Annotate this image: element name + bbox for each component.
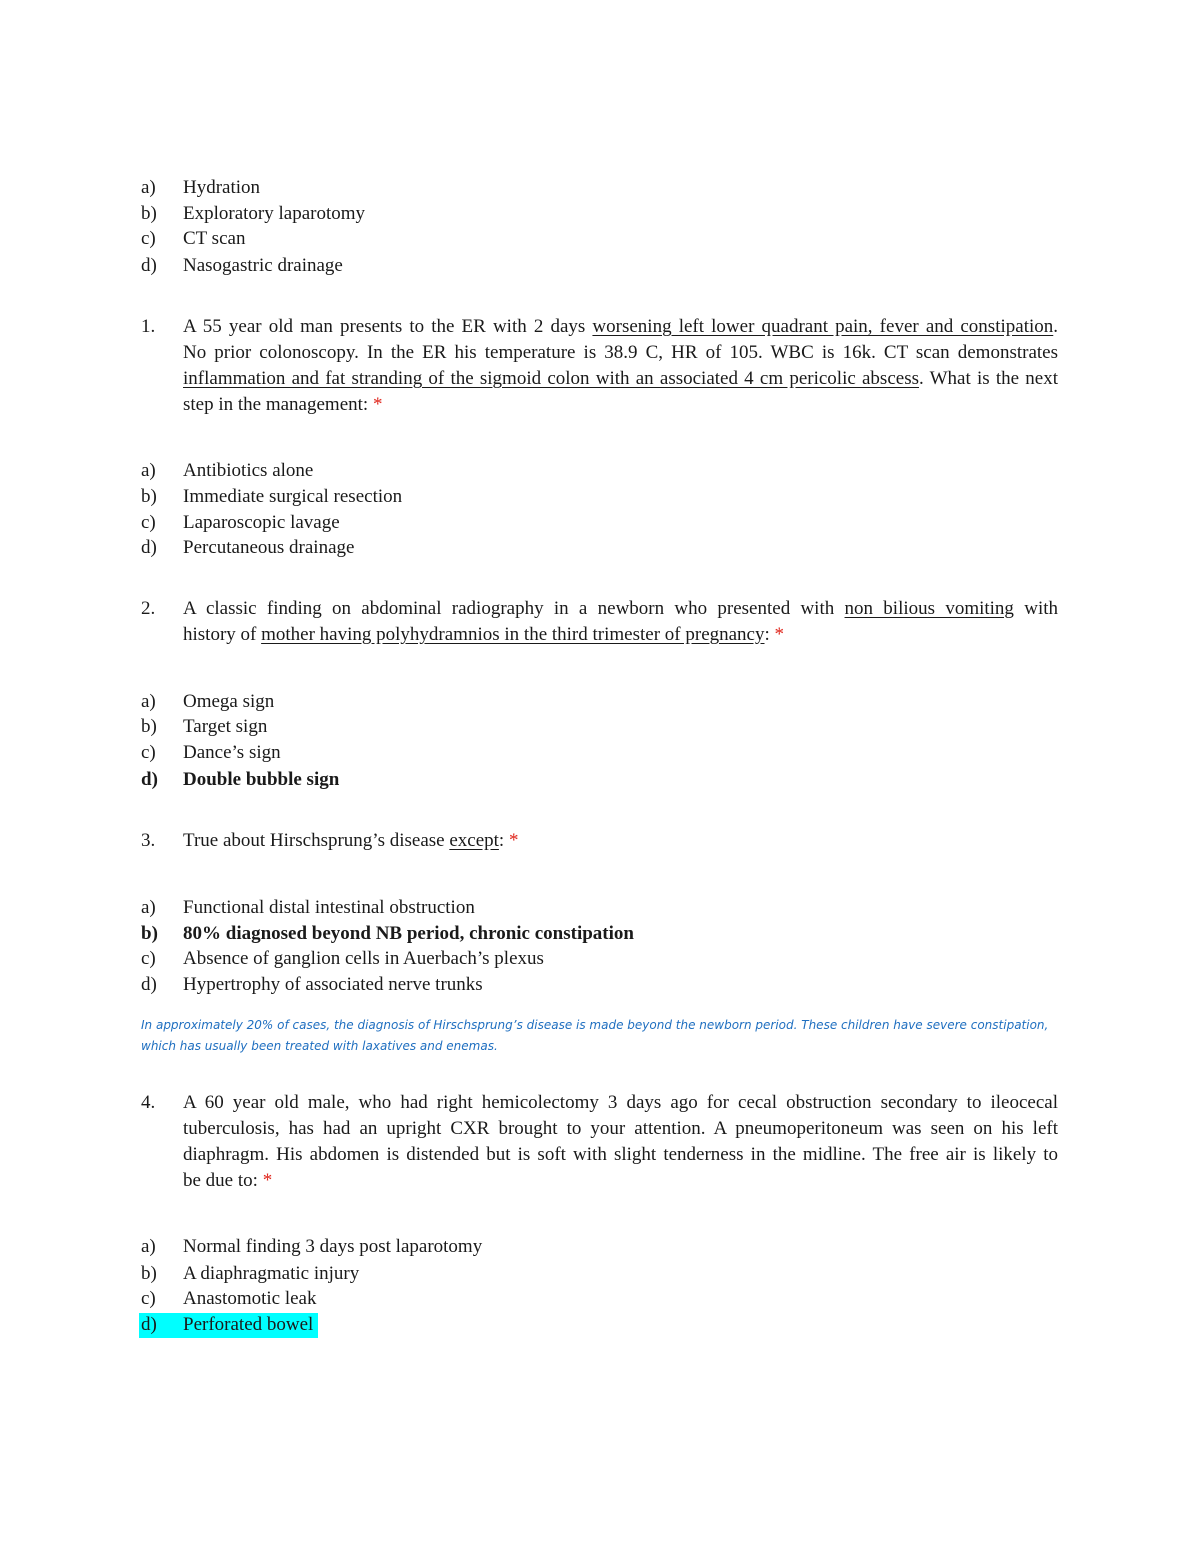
- q0-option-b-text: Exploratory laparotomy: [183, 203, 366, 224]
- q2-option-a-text: Omega sign: [183, 691, 275, 712]
- q4-option-c-label: c): [141, 1288, 156, 1309]
- q1-stem-line-3: inflammation and fat stranding of the sigmoid colon with an associated 4 cm pericolic abscess. What is the next: [183, 368, 1058, 389]
- q1-stem-line-2: No prior colonoscopy. In the ER his temperature is 38.9 C, HR of 105. WBC is 16k. CT scan demonstrates: [183, 342, 1058, 363]
- required-star: *: [262, 1170, 273, 1191]
- q3-stem: True about Hirschsprung’s disease except: *: [183, 830, 519, 851]
- q3-option-b-label: b): [141, 923, 158, 944]
- q2-number: 2.: [141, 598, 156, 619]
- required-star: *: [774, 624, 785, 645]
- q0-option-b-label: b): [141, 203, 157, 224]
- q4-stem-line-4: be due to: *: [183, 1170, 273, 1191]
- q1-option-c-text: Laparoscopic lavage: [183, 512, 340, 533]
- q0-option-a-text: Hydration: [183, 177, 261, 198]
- q4-stem-line-3: diaphragm. His abdomen is distended but is soft with slight tenderness in the midline. The free air is likely to: [183, 1144, 1058, 1165]
- q2-option-b-text: Target sign: [183, 716, 268, 737]
- q4-option-a-text: Normal finding 3 days post laparotomy: [183, 1236, 483, 1257]
- q3-explanation-line-2: which has usually been treated with laxatives and enemas.: [141, 1039, 498, 1053]
- q3-option-a-label: a): [141, 897, 156, 918]
- q2-option-d-text: Double bubble sign: [183, 769, 340, 790]
- q2-option-d-label: d): [141, 769, 158, 790]
- q2-option-b-label: b): [141, 716, 157, 737]
- q0-option-c-label: c): [141, 228, 156, 249]
- q3-option-c-text: Absence of ganglion cells in Auerbach’s plexus: [183, 948, 544, 969]
- q1-option-b-text: Immediate surgical resection: [183, 486, 403, 507]
- q4-option-b-text: A diaphragmatic injury: [183, 1263, 360, 1284]
- q3-option-d-label: d): [141, 974, 157, 995]
- q1-option-d-text: Percutaneous drainage: [183, 537, 355, 558]
- q3-option-c-label: c): [141, 948, 156, 969]
- q0-option-c-text: CT scan: [183, 228, 246, 249]
- q4-option-d-label: d): [141, 1314, 157, 1335]
- q2-stem-line-2: history of mother having polyhydramnios in the third trimester of pregnancy: *: [183, 624, 785, 645]
- q4-option-c-text: Anastomotic leak: [183, 1288, 317, 1309]
- q2-option-a-label: a): [141, 691, 156, 712]
- q1-stem-line-1: A 55 year old man presents to the ER with 2 days worsening left lower quadrant pain, fever and constipation.: [183, 316, 1058, 337]
- q4-option-d-text: Perforated bowel: [183, 1314, 314, 1335]
- q2-option-c-text: Dance’s sign: [183, 742, 281, 763]
- q1-number: 1.: [141, 316, 156, 337]
- q4-number: 4.: [141, 1092, 156, 1113]
- q3-option-b-text: 80% diagnosed beyond NB period, chronic constipation: [183, 923, 634, 944]
- q3-option-a-text: Functional distal intestinal obstruction: [183, 897, 475, 918]
- q0-option-a-label: a): [141, 177, 156, 198]
- q1-option-a-label: a): [141, 460, 156, 481]
- q4-stem-line-2: tuberculosis, has had an upright CXR brought to your attention. A pneumoperitoneum was seen on his left: [183, 1118, 1058, 1139]
- q4-option-a-label: a): [141, 1236, 156, 1257]
- q2-stem-line-1: A classic finding on abdominal radiography in a newborn who presented with non bilious vomiting with: [183, 598, 1058, 619]
- q1-option-a-text: Antibiotics alone: [183, 460, 314, 481]
- q3-number: 3.: [141, 830, 156, 851]
- required-star: *: [372, 394, 383, 415]
- q3-explanation-line-1: In approximately 20% of cases, the diagnosis of Hirschsprung’s disease is made beyond the newborn period. These children have severe constipation,: [141, 1018, 1049, 1032]
- q0-option-d-text: Nasogastric drainage: [183, 255, 343, 276]
- q1-option-b-label: b): [141, 486, 157, 507]
- q3-option-d-text: Hypertrophy of associated nerve trunks: [183, 974, 483, 995]
- required-star: *: [508, 830, 519, 851]
- q4-option-b-label: b): [141, 1263, 157, 1284]
- q0-option-d-label: d): [141, 255, 157, 276]
- q4-stem-line-1: A 60 year old male, who had right hemicolectomy 3 days ago for cecal obstruction secondary to ileocecal: [183, 1092, 1058, 1113]
- q1-stem-line-4: step in the management: *: [183, 394, 383, 415]
- q1-option-d-label: d): [141, 537, 157, 558]
- q2-option-c-label: c): [141, 742, 156, 763]
- q1-option-c-label: c): [141, 512, 156, 533]
